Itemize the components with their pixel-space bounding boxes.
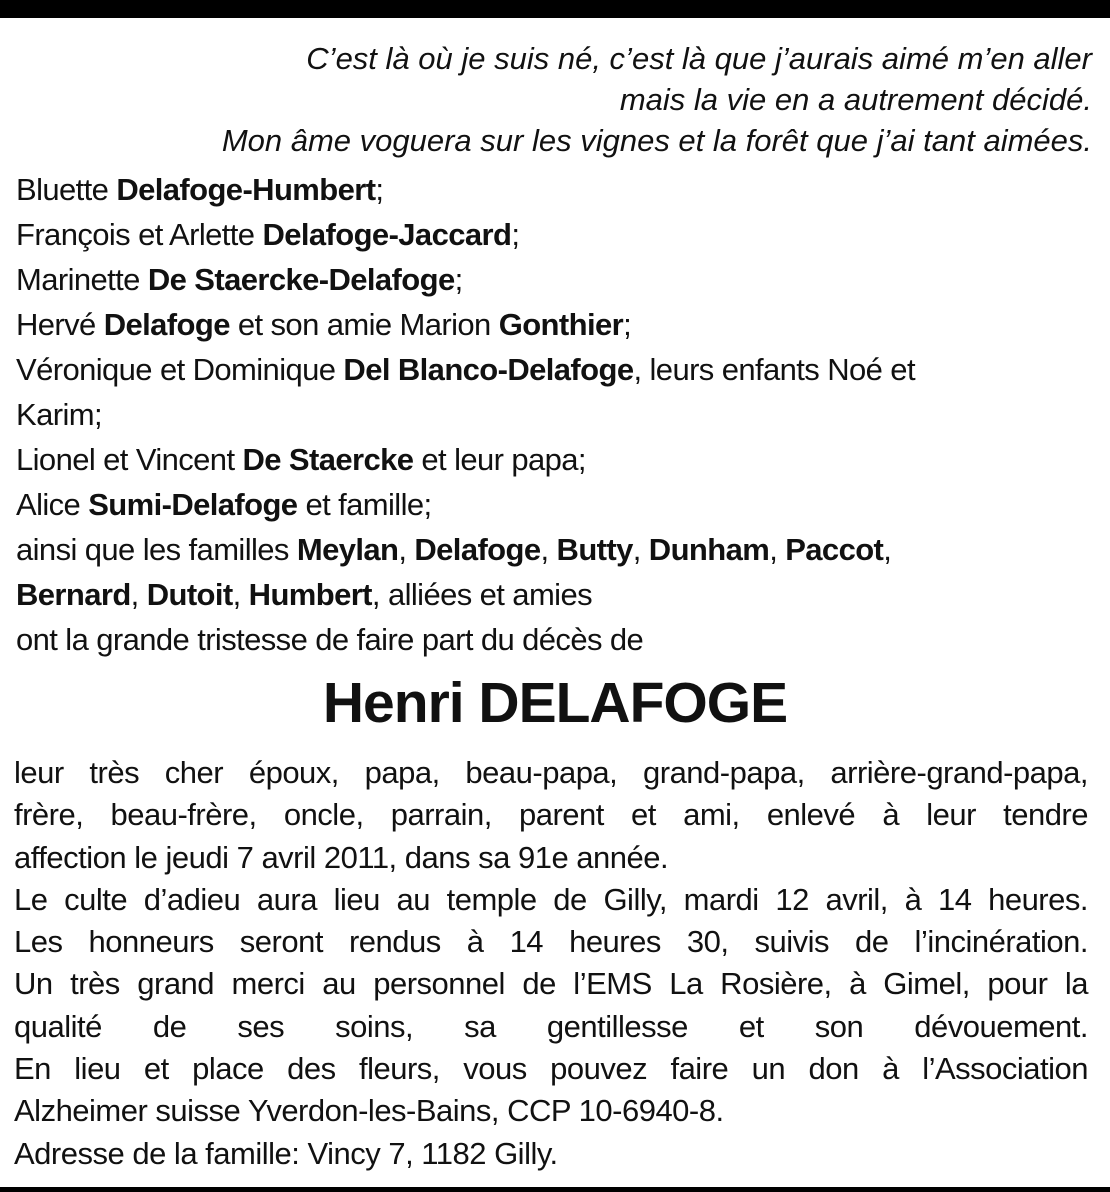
family-surname: Del Blanco-Delafoge xyxy=(343,352,634,387)
family-surname: Delafoge-Jaccard xyxy=(262,217,512,252)
family-text: Hervé xyxy=(16,307,104,342)
family-line xyxy=(16,212,1096,257)
family-text: , xyxy=(232,577,249,612)
family-text: , xyxy=(398,532,415,567)
family-surname: Delafoge xyxy=(414,532,541,567)
announcement-body xyxy=(14,752,1088,1175)
body-line: affection le jeudi 7 avril 2011, dans sa 91e année. xyxy=(14,839,669,875)
family-text: Bluette xyxy=(16,172,117,207)
family-surname: Paccot xyxy=(785,532,884,567)
top-rule xyxy=(0,0,1110,18)
body-line: Le culte d’adieu aura lieu au temple de Gilly, mardi 12 avril, à 14 heures. xyxy=(14,881,1088,917)
family-text: Karim; xyxy=(16,397,102,432)
body-line: En lieu et place des fleurs, vous pouvez faire un don à l’Association xyxy=(14,1051,1088,1087)
family-text: , xyxy=(130,577,147,612)
poem-line: mais la vie en a autrement décidé. xyxy=(619,82,1092,117)
family-text: Marinette xyxy=(16,262,148,297)
family-text: Véronique et Dominique xyxy=(16,352,344,387)
family-text: , xyxy=(540,532,557,567)
family-text: , xyxy=(632,532,649,567)
family-surname: Delafoge-Humbert xyxy=(116,172,376,207)
poem-line: C’est là où je suis né, c’est là que j’aurais aimé m’en aller xyxy=(306,41,1092,76)
poem-epigraph xyxy=(20,38,1092,161)
family-line xyxy=(16,527,1096,572)
body-line: Adresse de la famille: Vincy 7, 1182 Gilly. xyxy=(14,1135,558,1171)
body-line: Les honneurs seront rendus à 14 heures 30, suivis de l’incinération. xyxy=(14,924,1088,960)
body-line: qualité de ses soins, sa gentillesse et son dévouement. xyxy=(14,1008,1088,1044)
family-line xyxy=(16,347,1096,392)
family-line xyxy=(16,257,1096,302)
family-text: Lionel et Vincent xyxy=(16,442,243,477)
family-line xyxy=(16,437,1096,482)
body-line: leur très cher époux, papa, beau-papa, grand-papa, arrière-grand-papa, xyxy=(14,755,1088,790)
family-text: et leur papa; xyxy=(413,442,586,477)
poem-line: Mon âme voguera sur les vignes et la forêt que j’ai tant aimées. xyxy=(221,123,1092,158)
deceased-name: Henri DELAFOGE xyxy=(322,671,788,735)
bottom-rule xyxy=(0,1187,1110,1192)
family-text: et famille; xyxy=(297,487,432,522)
family-surname: Dunham xyxy=(648,532,770,567)
family-surname: Gonthier xyxy=(498,307,624,342)
body-line: Alzheimer suisse Yverdon-les-Bains, CCP 10-6940-8. xyxy=(14,1093,724,1129)
family-surname: Dutoit xyxy=(146,577,233,612)
family-list xyxy=(16,167,1096,662)
family-surname: De Staercke-Delafoge xyxy=(147,262,455,297)
family-text: , xyxy=(769,532,786,567)
family-text: et son amie Marion xyxy=(229,307,499,342)
family-text: ; xyxy=(375,172,384,207)
family-line xyxy=(16,302,1096,347)
family-line xyxy=(16,167,1096,212)
family-line xyxy=(16,572,1096,617)
family-surname: Bernard xyxy=(16,577,131,612)
family-surname: Meylan xyxy=(296,532,399,567)
family-text: ; xyxy=(511,217,520,252)
family-text: ainsi que les familles xyxy=(16,532,297,567)
family-surname: Delafoge xyxy=(103,307,230,342)
family-surname: Butty xyxy=(556,532,633,567)
family-text: , alliées et amies xyxy=(371,577,593,612)
family-text: ; xyxy=(454,262,463,297)
family-text: ; xyxy=(623,307,632,342)
family-text: François et Arlette xyxy=(16,217,263,252)
family-surname: Humbert xyxy=(248,577,372,612)
family-text: Alice xyxy=(16,487,89,522)
family-text: , leurs enfants Noé et xyxy=(633,352,915,387)
family-surname: De Staercke xyxy=(242,442,414,477)
body-line: Un très grand merci au personnel de l’EMS La Rosière, à Gimel, pour la xyxy=(14,966,1088,1002)
family-line xyxy=(16,482,1096,527)
family-text: , xyxy=(883,532,892,567)
family-line xyxy=(16,617,1096,662)
family-line xyxy=(16,392,1096,437)
family-surname: Sumi-Delafoge xyxy=(88,487,298,522)
body-line: frère, beau-frère, oncle, parrain, parent et ami, enlevé à leur tendre xyxy=(14,797,1088,833)
family-text: ont la grande tristesse de faire part du décès de xyxy=(16,622,644,657)
